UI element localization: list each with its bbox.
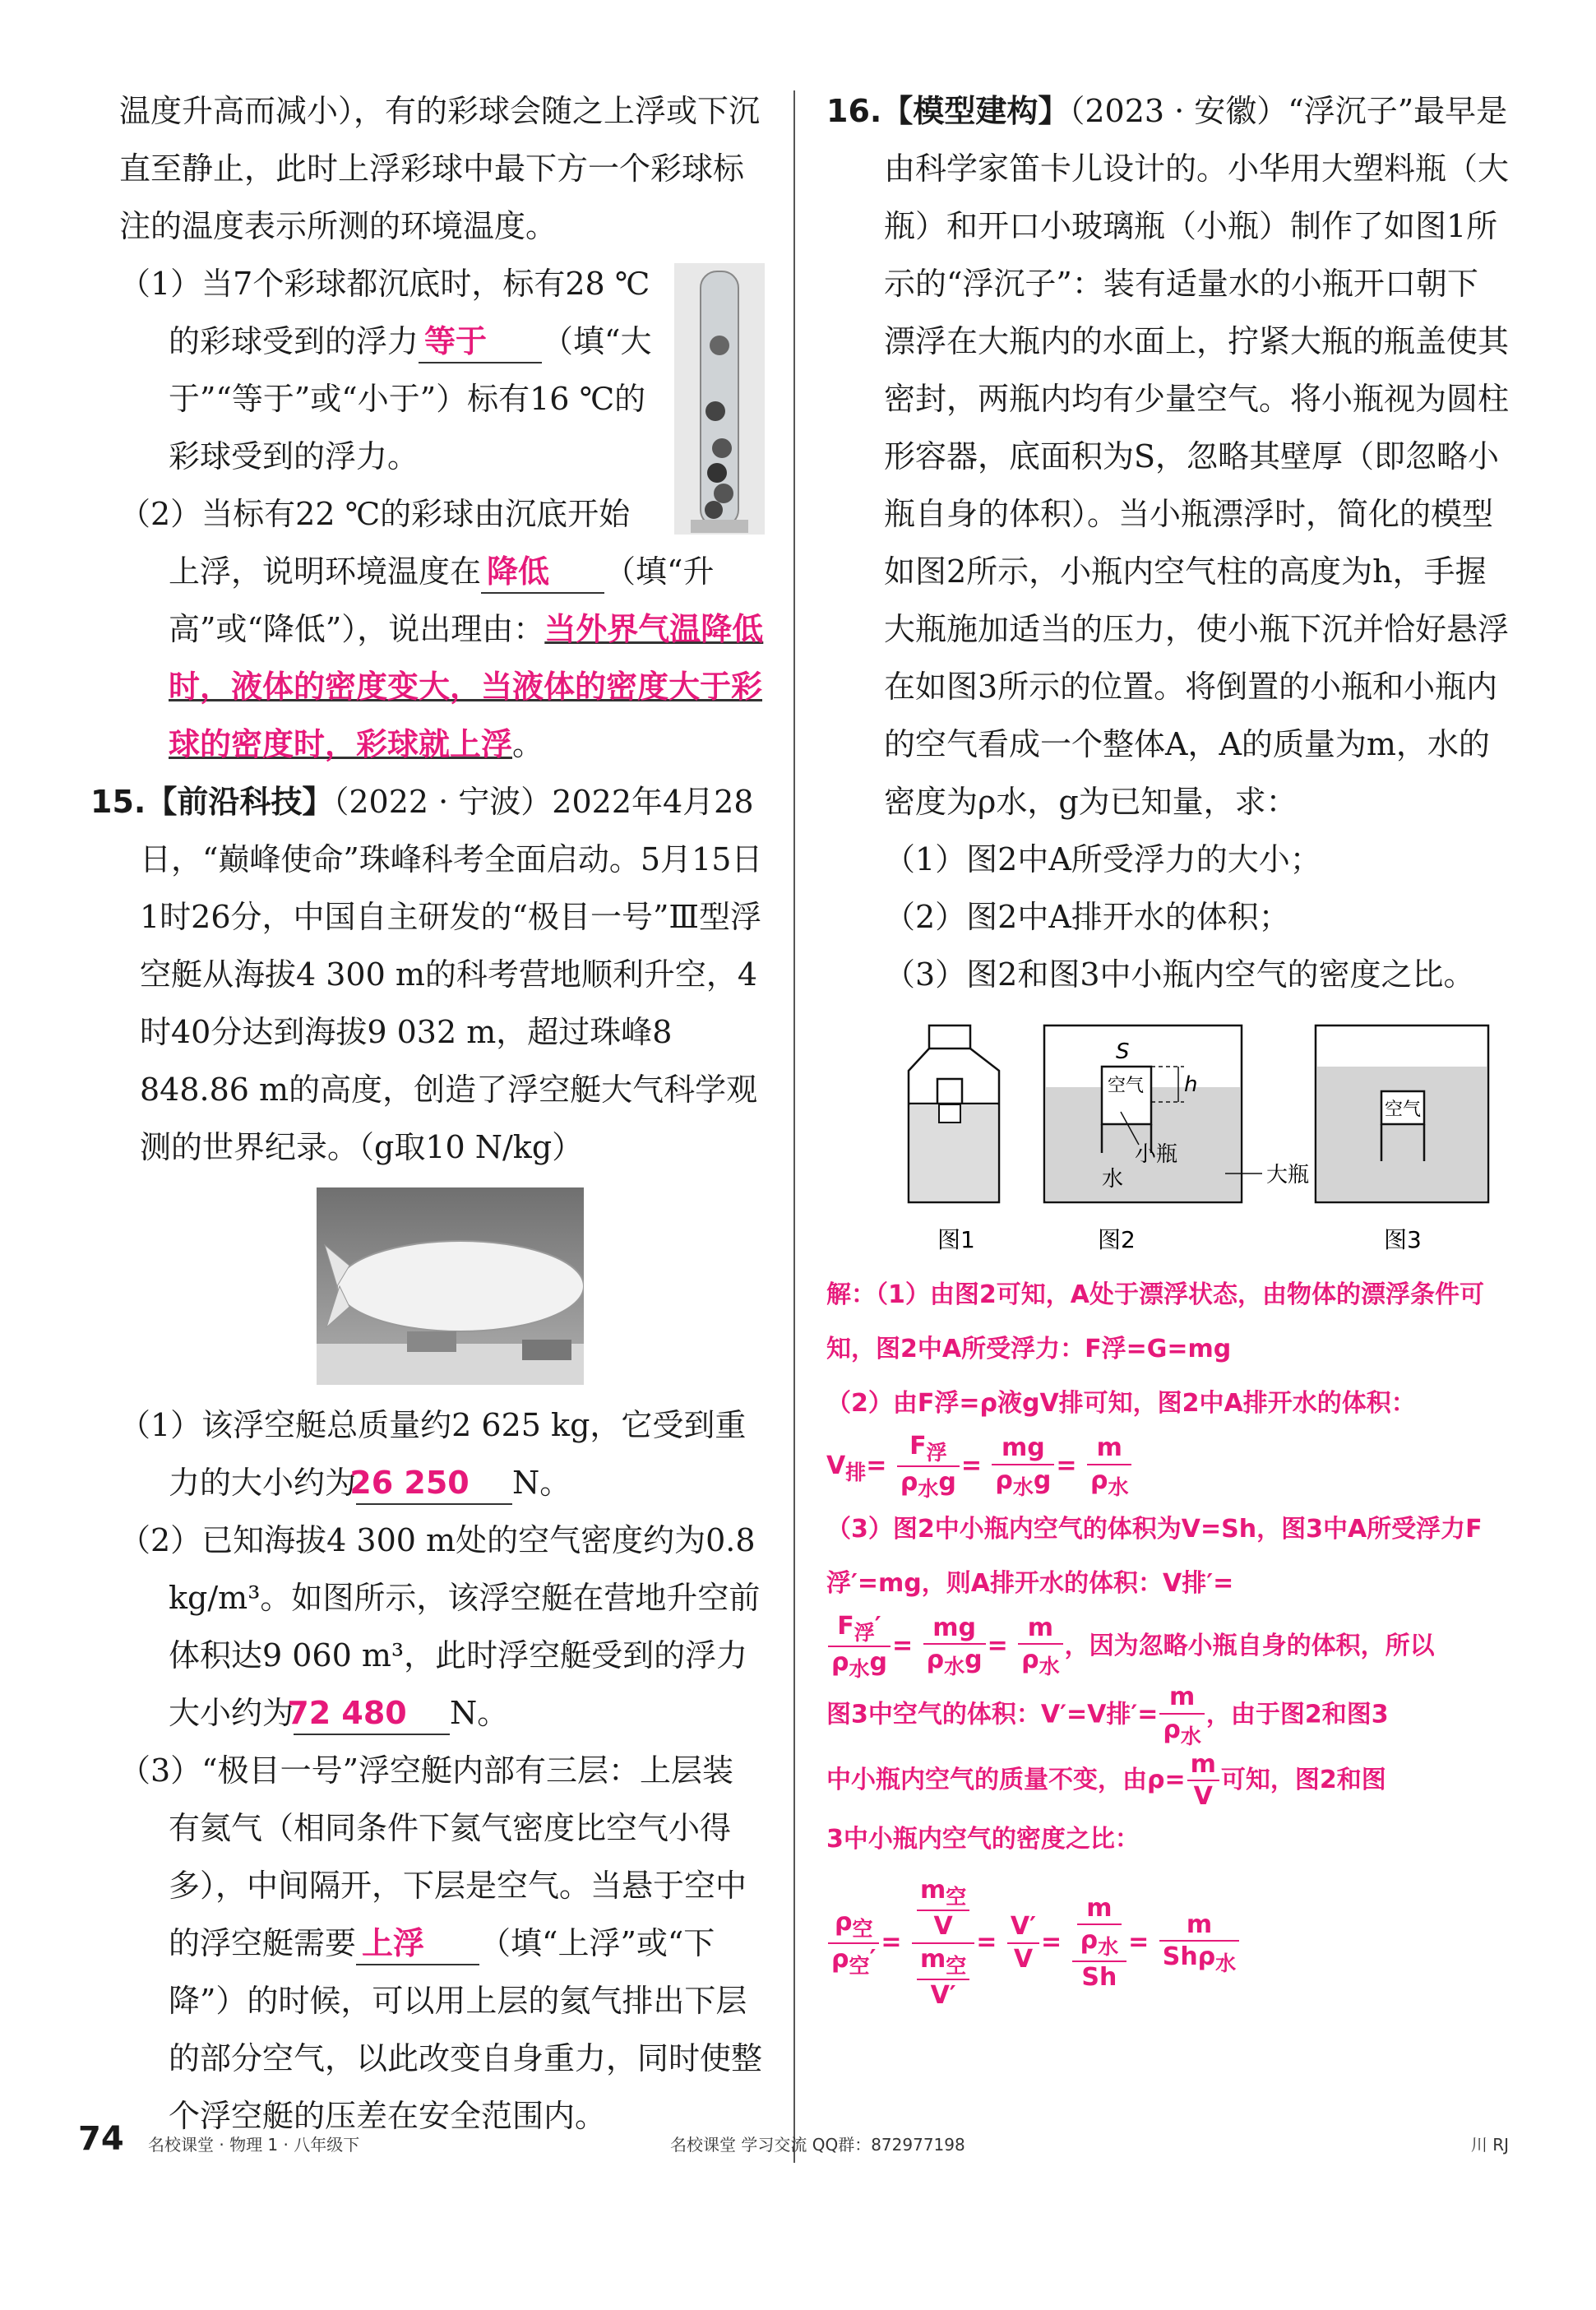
q15-answer1: 26 250 [356, 1462, 512, 1505]
q16-question1: （1）图2中A所受浮力的大小； [884, 841, 1321, 877]
fig2-label-big: 大瓶 [1266, 1163, 1310, 1187]
q16-question3: （3）图2和图3中小瓶内空气的密度之比。 [884, 956, 1475, 993]
q15-answer2: 72 480 [294, 1692, 450, 1735]
column-divider [793, 90, 795, 2163]
q14-answer2: 降低 [481, 551, 604, 594]
book-title: 名校课堂 · 物理 1 · 八年级下 [148, 2135, 360, 2155]
fig3-label-air: 空气 [1385, 1099, 1422, 1120]
right-column [826, 82, 1509, 2011]
fig2-label-h: h [1184, 1072, 1198, 1097]
q16-solution [826, 1268, 1509, 2011]
fig2-label-air: 空气 [1108, 1076, 1145, 1096]
footer-qq: 名校课堂 学习交流 QQ群：872977198 [670, 2135, 965, 2155]
fig2-label-small: 小瓶 [1135, 1142, 1178, 1167]
caption-fig1: 图1 [937, 1226, 975, 1253]
q15-stem: 15.【前沿科技】（2022 · 宁波）2022年4月28日，“巅峰使命”珠峰科考全面启动。5月15日1时26分，中国自主研发的“极目一号”Ⅲ型浮空艇从海拔4 300 m的科考营地顺利升空，4时40分达到海拔9 032 m，超过珠峰8 848.86 m的高度，创造了浮空艇大气科学观测的世界纪录。（g取10 N/kg） [90, 784, 763, 1165]
q15-part2: （2）已知海拔4 300 m处的空气密度约为0.8 kg/m³。如图所示，该浮空艇在营地升空前体积达9 060 m³，此时浮空艇受到的浮力大小约为72 480 N。 [119, 1511, 765, 1742]
q16-figures [900, 1013, 1501, 1260]
solution-final-ratio: $\frac{\rho_空}{\rho_空'}$ = $\frac{\frac{m_空}{V}}{\frac{m_空}{V'}}$ = $\frac{V'}{V}$ = $\frac{\frac{m}{\rho_水}}{Sh}$ = $\frac{m}{Sh\rho_水}$ [826, 1875, 1509, 2011]
q14-part2: （2）当标有22 ℃的彩球由沉底开始上浮，说明环境温度在 降低 （填“升高”或“降低”），说出理由：当外界气温降低时，液体的密度变大，当液体的密度大于彩球的密度时，彩球就上浮。 [119, 496, 764, 762]
q16-stem: 16.【模型建构】（2023 · 安徽）“浮沉子”最早是由科学家笛卡儿设计的。小华用大塑料瓶（大瓶）和开口小玻璃瓶（小瓶）制作了如图1所示的“浮沉子”：装有适量水的小瓶开口朝下漂浮在大瓶内的水面上，拧紧大瓶的瓶盖使其密封，两瓶内均有少量空气。将小瓶视为圆柱形容器，底面积为S，忽略其壁厚（即忽略小瓶自身的体积）。当小瓶漂浮时，简化的模型如图2所示，小瓶内空气柱的高度为h，手握大瓶施加适当的压力，使小瓶下沉并恰好悬浮在如图3所示的位置。将倒置的小瓶和小瓶内的空气看成一个整体A，A的质量为m，水的密度为ρ水，g为已知量，求： [826, 93, 1510, 820]
solution-step3-cont: $\frac{F_浮'}{\rho_水g}$ = $\frac{mg}{\rho_水g}$ = $\frac{m}{\rho_水}$ ，因为忽略小瓶自身的体积，所以 [826, 1611, 1509, 1683]
page-number: 74 [78, 2120, 124, 2158]
fig2-label-s: S [1116, 1039, 1130, 1064]
caption-fig3: 图3 [1384, 1226, 1422, 1253]
q14-answer1: 等于 [419, 321, 542, 363]
q14-intro: 温度升高而减小），有的彩球会随之上浮或下沉直至静止，此时上浮彩球中最下方一个彩球标注的温度表示所测的环境温度。 [119, 93, 761, 244]
page-footer [78, 2120, 1525, 2161]
q16-question2: （2）图2中A排开水的体积； [884, 899, 1290, 935]
footer-edition: 川 RJ [1470, 2135, 1509, 2155]
airship-photo [317, 1187, 584, 1385]
figure2-model [1044, 1025, 1262, 1202]
caption-fig2: 图2 [1098, 1226, 1136, 1253]
fig2-label-water: 水 [1102, 1167, 1124, 1192]
solution-step3: （3）图2中小瓶内空气的体积为V=Sh，图3中A所受浮力F浮′=mg，则A排开水的体积：V排′= [826, 1514, 1483, 1598]
solution-step1: 解：（1）由图2可知，A处于漂浮状态，由物体的漂浮条件可知，图2中A所受浮力：F浮=G=mg [826, 1280, 1484, 1363]
solution-step6: 3中小瓶内空气的密度之比： [826, 1824, 1140, 1854]
solution-step2: （2）由F浮=ρ液gV排可知，图2中A排开水的体积： [826, 1389, 1416, 1418]
q15-part3: （3）“极目一号”浮空艇内部有三层：上层装有氦气（相同条件下氦气密度比空气小得多），中间隔开，下层是空气。当悬于空中的浮空艇需要 上浮 （填“上浮”或“下降”）的时候，可以用上层的氦气排出下层的部分空气，以此改变自身重力，同时使整个浮空艇的压差在安全范围内。 [119, 1752, 763, 2134]
left-column [90, 82, 765, 2145]
q15-answer3: 上浮 [356, 1923, 479, 1965]
thermometer-photo [674, 263, 765, 535]
q14-reason: 当外界气温降低时，液体的密度变大，当液体的密度大于彩球的密度时，彩球就上浮 [169, 611, 764, 762]
solution-step5: 中小瓶内空气的质量不变，由ρ= $\frac{m}{V}$ 可知，图2和图 [826, 1749, 1386, 1812]
solution-formula-vpai: $V_排=$ $\frac{F_浮}{\rho_水g}$ = $\frac{mg}{\rho_水g}$ = $\frac{m}{\rho_水}$ [826, 1431, 1509, 1502]
q14-part1: （1）当7个彩球都沉底时，标有28 ℃的彩球受到的浮力 等于 （填“大于”“等于”或“小于”）标有16 ℃的彩球受到的浮力。 [119, 266, 652, 474]
solution-step4: 图3中空气的体积：V′=V排′= $\frac{m}{\rho_水}$ ，由于图2和图3 [826, 1683, 1389, 1748]
q15-part1: （1）该浮空艇总质量约2 625 kg，它受到重力的大小约为26 250 N。 [119, 1396, 765, 1511]
